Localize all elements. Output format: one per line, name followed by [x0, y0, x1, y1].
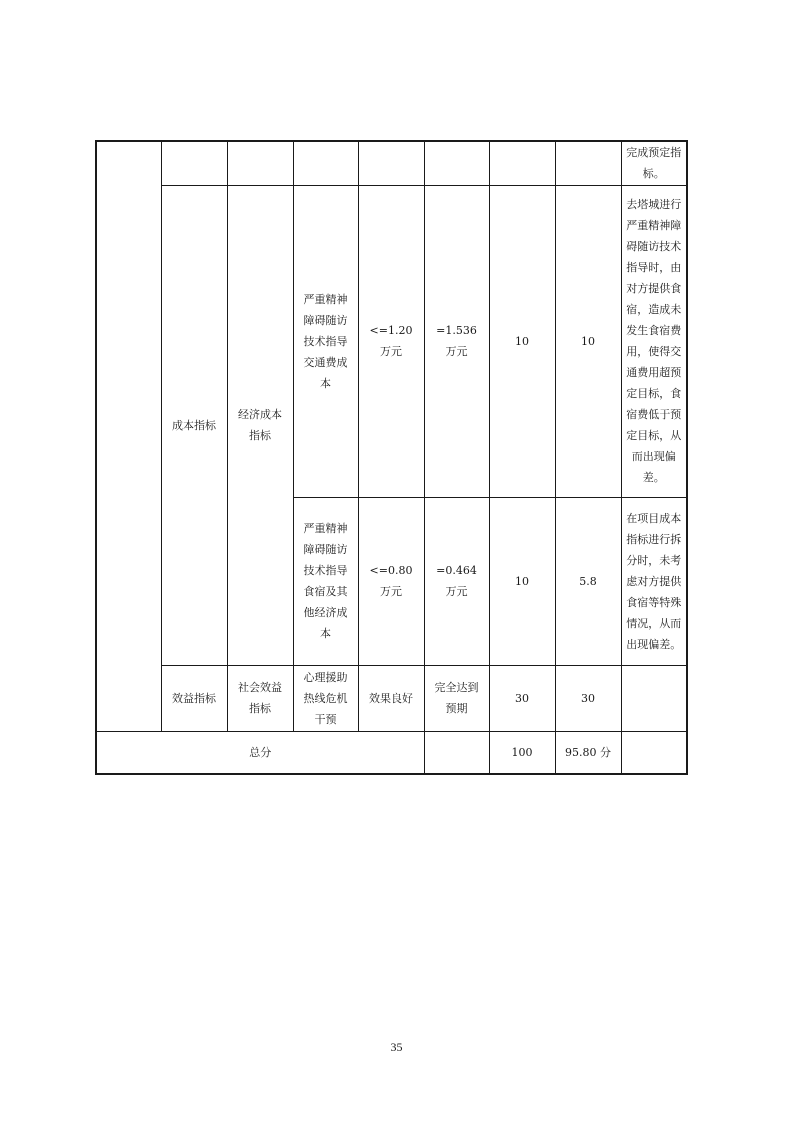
level2-indicator-label: 经济成本指标 [238, 408, 282, 442]
remark-cell [621, 665, 687, 731]
remark-text: 完成预定指标。 [626, 146, 682, 181]
level3-indicator-cell [293, 665, 358, 731]
score-value: 10 [581, 334, 595, 348]
weight-cell [489, 185, 555, 497]
level3-indicator-label: 严重精神障碍随访技术指导交通费成本 [303, 292, 348, 390]
score-cell [555, 665, 621, 731]
weight-value: 30 [515, 691, 529, 705]
level1-indicator-label: 效益指标 [172, 691, 216, 705]
level2-indicator-cell [227, 665, 293, 731]
level2-indicator-cell [227, 185, 293, 665]
empty-cell [227, 141, 293, 185]
level3-indicator-label: 严重精神障碍随访技术指导食宿及其他经济成本 [303, 522, 348, 640]
weight-value: 10 [515, 574, 529, 588]
remark-cell [621, 497, 687, 665]
table-row [96, 665, 687, 731]
score-value: 5.8 [579, 574, 597, 588]
empty-cell [293, 141, 358, 185]
weight-value: 10 [515, 334, 529, 348]
table-row-total [96, 731, 687, 774]
empty-cell [424, 141, 489, 185]
level2-indicator-label: 社会效益指标 [238, 681, 282, 715]
empty-cell [358, 141, 424, 185]
empty-cell [96, 141, 161, 731]
remark-cell [621, 141, 687, 185]
remark-text: 去塔城进行严重精神障碍随访技术指导时，由对方提供食宿，造成未发生食宿费用，使得交通费用超预定目标，食宿费低于预定目标，从而出现偏差。 [626, 198, 682, 484]
empty-cell [161, 141, 227, 185]
remark-text: 在项目成本指标进行拆分时，未考虑对方提供食宿等特殊情况，从而出现偏差。 [626, 511, 682, 651]
level1-indicator-cell [161, 185, 227, 665]
level1-indicator-label: 成本指标 [172, 418, 216, 432]
actual-value-cell [424, 185, 489, 497]
score-cell [555, 497, 621, 665]
target-value-cell [358, 497, 424, 665]
remark-cell [621, 731, 687, 774]
level1-indicator-cell [161, 665, 227, 731]
total-score: 95.80 分 [565, 745, 611, 759]
weight-cell [489, 497, 555, 665]
score-cell [555, 731, 621, 774]
actual-value-cell [424, 731, 489, 774]
score-value: 30 [581, 691, 595, 705]
target-value-cell [358, 185, 424, 497]
empty-cell [555, 141, 621, 185]
empty-cell [489, 141, 555, 185]
weight-cell [489, 731, 555, 774]
performance-table [95, 140, 688, 775]
level3-indicator-cell [293, 497, 358, 665]
score-cell [555, 185, 621, 497]
actual-value: =0.464 万元 [436, 564, 477, 598]
target-value-cell [358, 665, 424, 731]
actual-value: 完全达到预期 [434, 681, 479, 715]
page-number: 35 [390, 1040, 403, 1054]
remark-cell [621, 185, 687, 497]
total-weight: 100 [511, 745, 533, 759]
total-label: 总分 [249, 745, 272, 759]
target-value: 效果良好 [369, 691, 413, 705]
target-value: <=0.80 万元 [369, 564, 413, 598]
total-label-cell [96, 731, 424, 774]
table-row [96, 185, 687, 497]
target-value: <=1.20 万元 [369, 324, 413, 358]
table-row [96, 141, 687, 185]
actual-value-cell [424, 665, 489, 731]
weight-cell [489, 665, 555, 731]
actual-value-cell [424, 497, 489, 665]
level3-indicator-label: 心理援助热线危机干预 [303, 670, 348, 726]
level3-indicator-cell [293, 185, 358, 497]
actual-value: =1.536 万元 [436, 324, 477, 358]
